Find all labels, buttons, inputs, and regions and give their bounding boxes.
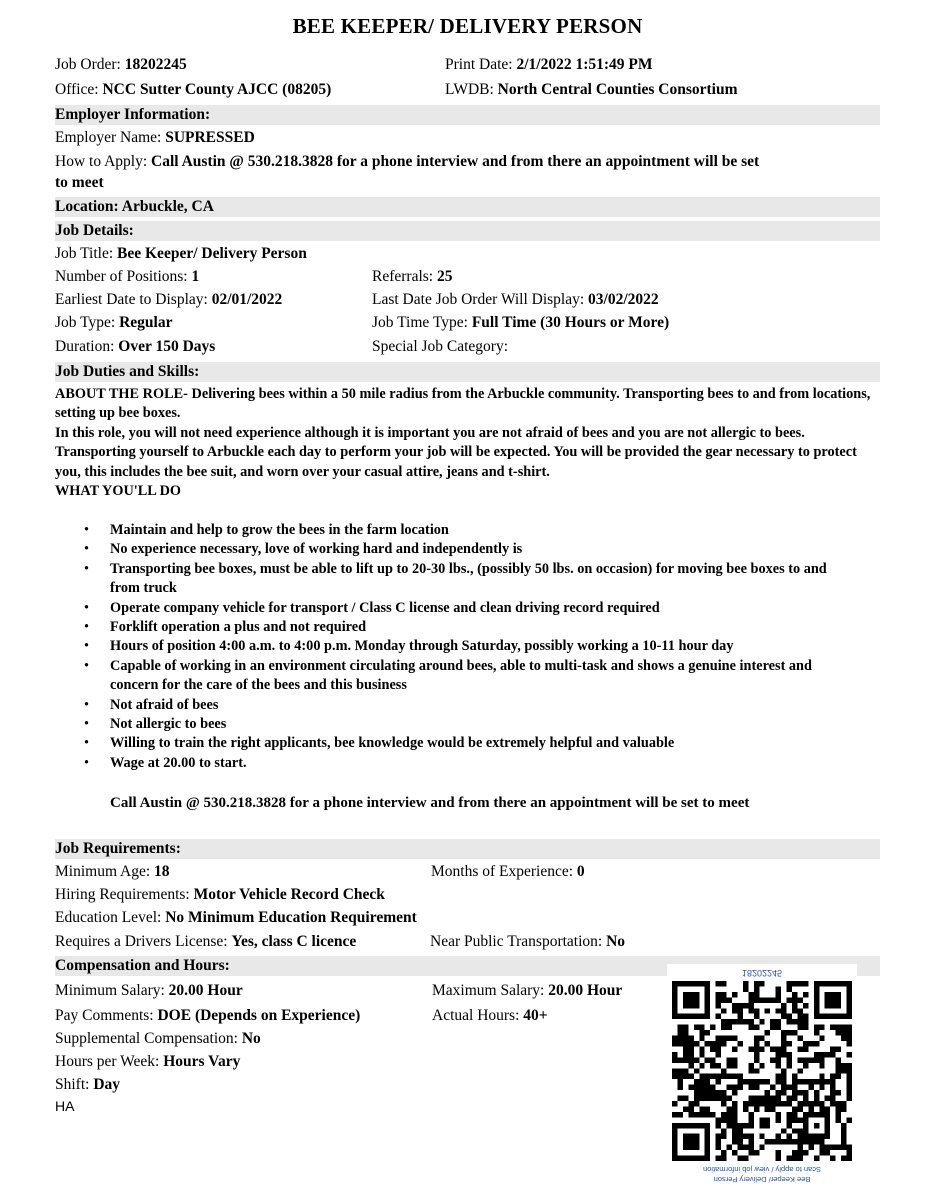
qr-code-icon: [672, 981, 852, 1161]
employer-name: SUPRESSED: [165, 129, 255, 146]
section-employer-information: Employer Information:: [55, 105, 880, 125]
supplemental-comp-row: Supplemental Compensation: No: [55, 1030, 261, 1047]
positions-row: Number of Positions: 1: [55, 268, 200, 285]
minimum-age: 18: [154, 863, 170, 880]
office-value: NCC Sutter County AJCC (08205): [102, 81, 332, 98]
what-youll-do-heading: WHAT YOU'LL DO: [55, 483, 182, 499]
section-job-details: Job Details:: [55, 221, 880, 241]
job-time-type: Full Time (30 Hours or More): [471, 314, 670, 331]
list-item: • Capable of working in an environment circulating around bees, able to multi-task and shows a genuine interest and concern for the care of the bees and this business: [55, 657, 855, 696]
list-item: • No experience necessary, love of working hard and independently is: [55, 540, 855, 559]
last-date: 03/02/2022: [588, 291, 659, 308]
job-order-row: Job Order: 18202245: [55, 56, 187, 73]
how-to-apply-continued: to meet: [55, 174, 104, 191]
list-item: • Maintain and help to grow the bees in the farm location: [55, 521, 855, 540]
last-date-row: Last Date Job Order Will Display: 03/02/2022: [372, 291, 659, 308]
list-item: • Not afraid of bees: [55, 696, 855, 715]
list-item: • Forklift operation a plus and not required: [55, 618, 855, 637]
shift-row: Shift: Day: [55, 1076, 121, 1093]
location-value: Arbuckle, CA: [121, 198, 214, 215]
hours-per-week-row: Hours per Week: Hours Vary: [55, 1053, 241, 1070]
list-item: • Hours of position 4:00 a.m. to 4:00 p.m. Monday through Saturday, possibly working a 10-11 hour day: [55, 637, 855, 656]
list-item: • Willing to train the right applicants, bee knowledge would be extremely helpful and valuable: [55, 734, 855, 753]
list-item: • Not allergic to bees: [55, 715, 855, 734]
hiring-requirements-row: Hiring Requirements: Motor Vehicle Record Check: [55, 886, 385, 903]
maximum-salary-row: Maximum Salary: 20.00 Hour: [432, 982, 623, 999]
supplemental-comp: No: [241, 1030, 261, 1047]
actual-hours-row: Actual Hours: 40+: [432, 1007, 548, 1024]
job-order-number: 18202245: [124, 56, 187, 73]
list-item: • Transporting bee boxes, must be able to lift up to 20-30 lbs., (possibly 50 lbs. on occasion) for moving bee boxes to and from truck: [55, 560, 855, 599]
job-title: Bee Keeper/ Delivery Person: [117, 245, 307, 262]
section-job-requirements: Job Requirements:: [55, 839, 880, 859]
section-job-duties: Job Duties and Skills:: [55, 362, 880, 382]
print-date-row: Print Date: 2/1/2022 1:51:49 PM: [445, 56, 653, 73]
lwdb-value: North Central Counties Consortium: [497, 81, 738, 98]
minimum-age-row: Minimum Age: 18: [55, 863, 170, 880]
page-title: BEE KEEPER/ DELIVERY PERSON: [292, 14, 643, 38]
shift-value: Day: [93, 1076, 121, 1093]
referrals-row: Referrals: 25: [372, 268, 453, 285]
job-time-type-row: Job Time Type: Full Time (30 Hours or More): [372, 314, 670, 331]
job-title-row: Job Title: Bee Keeper/ Delivery Person: [55, 245, 307, 262]
duration-value: Over 150 Days: [118, 338, 216, 355]
earliest-date-row: Earliest Date to Display: 02/01/2022: [55, 291, 283, 308]
footer-initials: HA: [55, 1098, 75, 1114]
job-type: Regular: [119, 314, 173, 331]
maximum-salary: 20.00 Hour: [548, 982, 623, 999]
hours-per-week: Hours Vary: [163, 1053, 241, 1070]
earliest-date: 02/01/2022: [211, 291, 283, 308]
apply-callout: Call Austin @ 530.218.3828 for a phone interview and from there an appointment will be set to meet: [110, 795, 750, 811]
list-item: • Wage at 20.00 to start.: [55, 754, 855, 773]
qr-caption: Bee Keeper/ Delivery Person Scan to apply / view job information: [703, 1165, 821, 1184]
special-category-row: Special Job Category:: [372, 338, 509, 355]
positions-value: 1: [191, 268, 200, 285]
role-description: In this role, you will not need experience although it is important you are not afraid of bees and you are not allergic to bees. Transporting yourself to Arbuckle each day to perform your job will be expected. You will be provided the gear necessary to protect you, this includes the bee suit, and worn over your casual attire, jeans and t-shirt.: [55, 425, 857, 480]
pay-comments-row: Pay Comments: DOE (Depends on Experience): [55, 1007, 361, 1024]
referrals-value: 25: [436, 268, 453, 285]
section-compensation: Compensation and Hours:: [55, 956, 880, 976]
months-experience-row: Months of Experience: 0: [431, 863, 585, 880]
print-date: 2/1/2022 1:51:49 PM: [516, 56, 653, 73]
minimum-salary-row: Minimum Salary: 20.00 Hour: [55, 982, 243, 999]
how-to-apply-text: Call Austin @ 530.218.3828 for a phone interview and from there an appointment will be set: [151, 153, 760, 170]
drivers-license-row: Requires a Drivers License: Yes, class C licence: [55, 933, 357, 950]
lwdb-row: LWDB: North Central Counties Consortium: [445, 81, 738, 98]
job-type-row: Job Type: Regular: [55, 314, 173, 331]
employer-name-row: Employer Name: SUPRESSED: [55, 129, 255, 146]
about-the-role: ABOUT THE ROLE- Delivering bees within a 50 mile radius from the Arbuckle community. Transporting bees to and from locations, setting up bee boxes.: [55, 386, 871, 422]
public-transport-row: Near Public Transportation: No: [430, 933, 626, 950]
public-transport: No: [606, 933, 626, 950]
office-row: Office: NCC Sutter County AJCC (08205): [55, 81, 332, 98]
actual-hours: 40+: [523, 1007, 548, 1024]
qr-code-block[interactable]: [667, 964, 857, 1189]
duties-list: [55, 521, 880, 773]
hiring-requirements: Motor Vehicle Record Check: [193, 886, 385, 903]
list-item: • Operate company vehicle for transport / Class C license and clean driving record required: [55, 599, 855, 618]
drivers-license: Yes, class C licence: [231, 933, 357, 950]
how-to-apply-row: How to Apply: Call Austin @ 530.218.3828 for a phone interview and from there an appointment will be set: [55, 153, 760, 170]
qr-top-label: 18202245: [741, 968, 783, 978]
pay-comments: DOE (Depends on Experience): [157, 1007, 361, 1024]
minimum-salary: 20.00 Hour: [168, 982, 243, 999]
education-level: No Minimum Education Requirement: [165, 909, 417, 926]
section-location: Location: Arbuckle, CA: [55, 197, 880, 217]
duration-row: Duration: Over 150 Days: [55, 338, 216, 355]
months-experience: 0: [576, 863, 585, 880]
education-level-row: Education Level: No Minimum Education Requirement: [55, 909, 417, 926]
